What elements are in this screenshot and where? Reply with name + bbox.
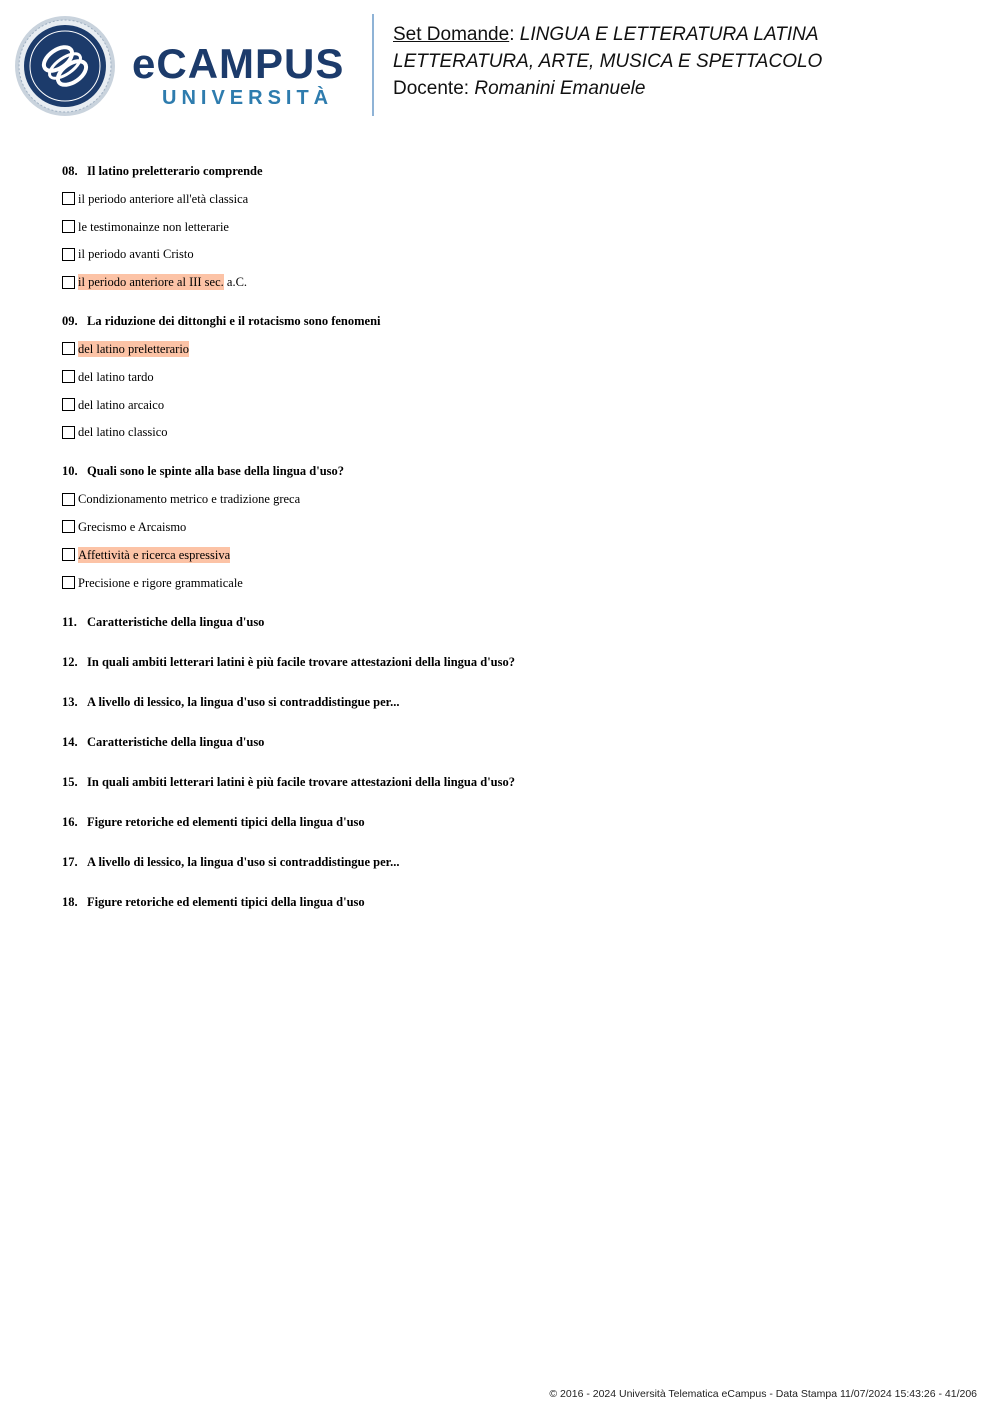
ecampus-seal-logo-icon: [14, 15, 116, 117]
question: [62, 462, 962, 591]
answer-checkbox[interactable]: [62, 276, 75, 289]
question-title: [62, 653, 962, 671]
answer-option[interactable]: [62, 396, 962, 414]
set-label: Set Domande: [393, 24, 510, 45]
question: [62, 312, 962, 441]
question-text: Caratteristiche della lingua d'uso: [87, 614, 265, 629]
question-number: 09.: [62, 314, 78, 329]
answer-checkbox[interactable]: [62, 493, 75, 506]
question-number: 13.: [62, 694, 78, 709]
header-divider: [372, 14, 374, 116]
answer-checkbox[interactable]: [62, 370, 75, 383]
answer-text: le testimonainze non letterarie: [78, 219, 229, 234]
answer-text-wrap: [78, 273, 247, 291]
question-title: [62, 853, 962, 871]
answer-checkbox[interactable]: [62, 398, 75, 411]
answer-text-wrap: [78, 423, 168, 441]
question-number: 15.: [62, 774, 78, 789]
answer-text-rest: a.C.: [223, 275, 248, 290]
answer-checkbox[interactable]: [62, 426, 75, 439]
answer-text-wrap: [78, 245, 194, 263]
question-text: In quali ambiti letterari latini è più facile trovare attestazioni della lingua d'uso?: [87, 774, 516, 789]
question-text: In quali ambiti letterari latini è più facile trovare attestazioni della lingua d'uso?: [87, 654, 516, 669]
teacher-label: Docente: [393, 78, 464, 99]
question: [62, 162, 962, 291]
answer-text-wrap: [78, 368, 154, 386]
question-list: [62, 162, 962, 933]
question: [62, 773, 962, 791]
question-title: [62, 893, 962, 911]
logo-subtext: UNIVERSITÀ: [162, 87, 334, 109]
answer-checkbox[interactable]: [62, 576, 75, 589]
answer-text: il periodo anteriore all'età classica: [78, 191, 249, 206]
subject-line-1: LINGUA E LETTERATURA LATINA: [519, 24, 819, 45]
question: [62, 733, 962, 751]
answer-text: del latino arcaico: [78, 397, 165, 412]
answer-option[interactable]: [62, 490, 962, 508]
answer-checkbox[interactable]: [62, 548, 75, 561]
answer-checkbox[interactable]: [62, 220, 75, 233]
answer-text-wrap: [78, 518, 186, 536]
ecampus-wordmark: [132, 42, 344, 110]
answer-checkbox[interactable]: [62, 342, 75, 355]
question-title: [62, 613, 962, 631]
question-text: Figure retoriche ed elementi tipici della lingua d'uso: [87, 814, 365, 829]
answer-checkbox[interactable]: [62, 520, 75, 533]
answer-text-wrap: [78, 396, 164, 414]
question-number: 17.: [62, 854, 78, 869]
teacher-name: Romanini Emanuele: [474, 78, 646, 99]
answer-checkbox[interactable]: [62, 192, 75, 205]
answer-option[interactable]: [62, 423, 962, 441]
question-text: Quali sono le spinte alla base della lingua d'uso?: [87, 464, 345, 479]
question-number: 08.: [62, 164, 78, 178]
answer-text: il periodo avanti Cristo: [78, 247, 194, 262]
page-header: [0, 0, 1000, 130]
answer-option[interactable]: [62, 245, 962, 263]
answer-option[interactable]: [62, 340, 962, 358]
logo-text: eCAMPUS: [132, 40, 345, 87]
question-number: 11.: [62, 614, 77, 629]
question-text: A livello di lessico, la lingua d'uso si contraddistingue per...: [87, 854, 400, 869]
question-number: 10.: [62, 464, 78, 479]
question-number: 12.: [62, 654, 78, 669]
set-info: Set Domande: LINGUA E LETTERATURA LATINA LETTERATURA, ARTE, MUSICA E SPETTACOLO Docente: Romanini Emanuele: [393, 24, 823, 99]
question-title: [62, 733, 962, 751]
answer-text: Condizionamento metrico e tradizione greca: [78, 492, 301, 507]
answer-option[interactable]: [62, 546, 962, 564]
answer-checkbox[interactable]: [62, 248, 75, 261]
answer-option[interactable]: [62, 574, 962, 592]
question-title: [62, 162, 962, 180]
question-text: Figure retoriche ed elementi tipici della lingua d'uso: [87, 894, 365, 909]
question: [62, 693, 962, 711]
question-text: Il latino preletterario comprende: [87, 164, 263, 178]
answer-text: Precisione e rigore grammaticale: [78, 575, 243, 590]
answer-option[interactable]: [62, 273, 962, 291]
question: [62, 813, 962, 831]
answer-text-wrap: [78, 490, 300, 508]
answer-text-wrap: [78, 546, 230, 564]
question-number: 18.: [62, 894, 78, 909]
answer-text-highlighted: Affettività e ricerca espressiva: [78, 547, 231, 562]
question-title: [62, 312, 962, 330]
question-number: 16.: [62, 814, 78, 829]
question: [62, 853, 962, 871]
answer-option[interactable]: [62, 218, 962, 236]
question: [62, 613, 962, 631]
question-title: [62, 813, 962, 831]
question-text: Caratteristiche della lingua d'uso: [87, 734, 265, 749]
answer-text: del latino classico: [78, 425, 168, 440]
subject-line-2: LETTERATURA, ARTE, MUSICA E SPETTACOLO: [393, 51, 823, 72]
question-title: [62, 773, 962, 791]
question-number: 14.: [62, 734, 78, 749]
answer-text-wrap: [78, 218, 229, 236]
answer-text: Grecismo e Arcaismo: [78, 519, 187, 534]
question-text: A livello di lessico, la lingua d'uso si contraddistingue per...: [87, 694, 400, 709]
answer-text-wrap: [78, 340, 189, 358]
answer-text-wrap: [78, 574, 243, 592]
answer-text: del latino tardo: [78, 369, 154, 384]
answer-text-highlighted: il periodo anteriore al III sec.: [78, 275, 224, 290]
answer-option[interactable]: [62, 368, 962, 386]
question: [62, 893, 962, 911]
page-footer: © 2016 - 2024 Università Telematica eCampus - Data Stampa 11/07/2024 15:43:26 - 41/206: [549, 1388, 977, 1400]
question-title: [62, 462, 962, 480]
question-title: [62, 693, 962, 711]
question: [62, 653, 962, 671]
answer-text-highlighted: del latino preletterario: [78, 341, 190, 356]
answer-option[interactable]: [62, 518, 962, 536]
answer-text-wrap: [78, 190, 248, 208]
question-text: La riduzione dei dittonghi e il rotacismo sono fenomeni: [87, 314, 381, 329]
answer-option[interactable]: [62, 190, 962, 208]
